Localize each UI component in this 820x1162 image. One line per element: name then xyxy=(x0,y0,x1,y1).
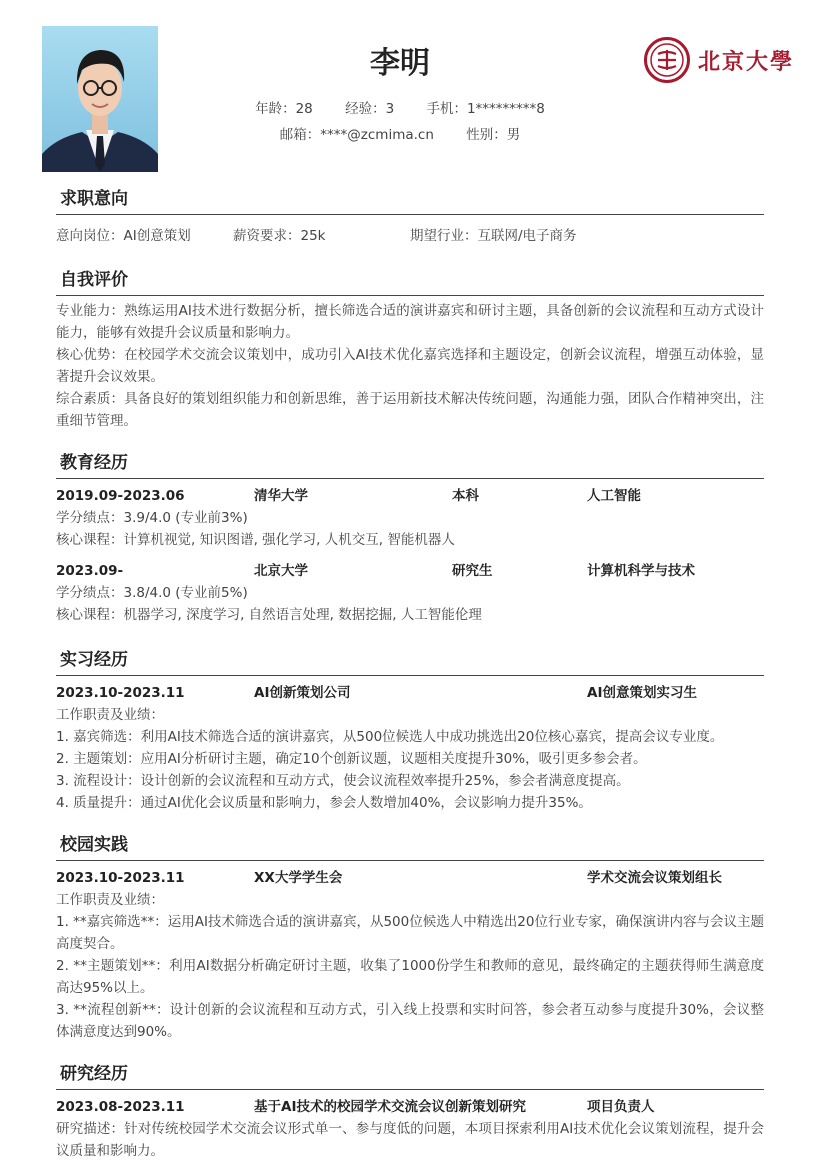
edu-school: 北京大学 xyxy=(254,563,308,579)
internship-date: 2023.10-2023.11 xyxy=(56,685,185,701)
self-eval-paragraph: 综合素质：具备良好的策划组织能力和创新思维，善于运用新技术解决传统问题，沟通能力强，团队合作精神突出，注重细节管理。 xyxy=(56,391,764,429)
duty-item: 3. **流程创新**：设计创新的会议流程和互动方式，引入线上投票和实时问答，参会者互动参与度提升30%，会议整体满意度达到90%。 xyxy=(56,1002,764,1040)
self-eval-paragraph: 专业能力：熟练运用AI技术进行数据分析，擅长筛选合适的演讲嘉宾和研讨主题，具备创新的会议流程和互动方式设计能力，能够有效提升会议质量和影响力。 xyxy=(56,303,764,341)
job-intent-section xyxy=(56,186,764,247)
basic-info-line-2 xyxy=(0,123,800,143)
campus-org: XX大学学生会 xyxy=(254,870,343,886)
duty-item: 1. **嘉宾筛选**：运用AI技术筛选合适的演讲嘉宾，从500位候选人中精选出20位行业专家，确保演讲内容与会议主题高度契合。 xyxy=(56,914,764,952)
internship-role: AI创意策划实习生 xyxy=(587,685,697,701)
research-section xyxy=(56,1061,764,1162)
gender-info: 性别：男 xyxy=(466,127,521,143)
education-entry xyxy=(56,560,764,626)
campus-practice-section xyxy=(56,832,764,1043)
edu-date: 2019.09-2023.06 xyxy=(56,488,185,504)
education-entry xyxy=(56,485,764,551)
campus-role: 学术交流会议策划组长 xyxy=(587,870,722,886)
section-title: 自我评价 xyxy=(56,267,764,296)
edu-degree: 本科 xyxy=(452,488,479,504)
section-title: 实习经历 xyxy=(56,647,764,676)
self-evaluation-section xyxy=(56,267,764,432)
section-title: 校园实践 xyxy=(56,832,764,861)
university-logo-text: 北京大學 xyxy=(697,48,794,75)
experience-info: 经验：3 xyxy=(345,101,395,117)
duty-item: 4. 质量提升：通过AI优化会议质量和影响力，参会人数增加40%，会议影响力提升35%。 xyxy=(56,795,592,811)
university-seal-icon xyxy=(644,37,690,83)
duty-item: 3. 流程设计：设计创新的会议流程和互动方式，使会议流程效率提升25%，参会者满意度提高。 xyxy=(56,773,630,789)
duty-label: 工作职责及业绩： xyxy=(56,707,164,723)
research-role: 项目负责人 xyxy=(587,1099,655,1115)
basic-info-line-1 xyxy=(0,97,800,117)
edu-degree: 研究生 xyxy=(452,563,493,579)
phone-info: 手机：1*********8 xyxy=(426,101,545,117)
edu-major: 人工智能 xyxy=(587,488,641,504)
section-title: 教育经历 xyxy=(56,450,764,479)
edu-school: 清华大学 xyxy=(254,488,308,504)
intended-position: 意向岗位：AI创意策划 xyxy=(56,228,191,244)
section-title: 求职意向 xyxy=(56,186,764,215)
expected-industry: 期望行业：互联网/电子商务 xyxy=(410,228,577,244)
university-logo xyxy=(644,36,794,84)
email-info: 邮箱：****@zcmima.cn xyxy=(279,127,434,143)
education-section xyxy=(56,450,764,626)
edu-gpa: 学分绩点：3.8/4.0 (专业前5%) xyxy=(56,585,248,601)
age-info: 年龄：28 xyxy=(255,101,313,117)
edu-date: 2023.09- xyxy=(56,563,124,579)
edu-gpa: 学分绩点：3.9/4.0 (专业前3%) xyxy=(56,510,248,526)
internship-company: AI创新策划公司 xyxy=(254,685,351,701)
research-project: 基于AI技术的校园学术交流会议创新策划研究 xyxy=(254,1099,526,1115)
self-eval-paragraph: 核心优势：在校园学术交流会议策划中，成功引入AI技术优化嘉宾选择和主题设定，创新会议流程，增强互动体验，显著提升会议效果。 xyxy=(56,347,764,385)
campus-date: 2023.10-2023.11 xyxy=(56,870,185,886)
duty-item: 2. 主题策划：应用AI分析研讨主题，确定10个创新议题，议题相关度提升30%，吸引更多参会者。 xyxy=(56,751,647,767)
edu-courses: 核心课程：计算机视觉, 知识图谱, 强化学习, 人机交互, 智能机器人 xyxy=(56,532,455,548)
duty-item: 2. **主题策划**：利用AI数据分析确定研讨主题，收集了1000份学生和教师的意见，最终确定的主题获得师生满意度高达95%以上。 xyxy=(56,958,764,996)
research-description: 研究描述：针对传统校园学术交流会议形式单一、参与度低的问题，本项目探索利用AI技术优化会议策划流程，提升会议质量和影响力。 xyxy=(56,1121,764,1159)
section-title: 研究经历 xyxy=(56,1061,764,1090)
candidate-name: 李明 xyxy=(370,46,430,81)
duty-item: 1. 嘉宾筛选：利用AI技术筛选合适的演讲嘉宾，从500位候选人中成功挑选出20位核心嘉宾，提高会议专业度。 xyxy=(56,729,724,745)
job-intent-row xyxy=(56,225,764,247)
research-date: 2023.08-2023.11 xyxy=(56,1099,185,1115)
edu-courses: 核心课程：机器学习, 深度学习, 自然语言处理, 数据挖掘, 人工智能伦理 xyxy=(56,607,482,623)
internship-section xyxy=(56,647,764,814)
edu-major: 计算机科学与技术 xyxy=(587,563,695,579)
duty-label: 工作职责及业绩： xyxy=(56,892,164,908)
salary-requirement: 薪资要求：25k xyxy=(233,228,326,244)
